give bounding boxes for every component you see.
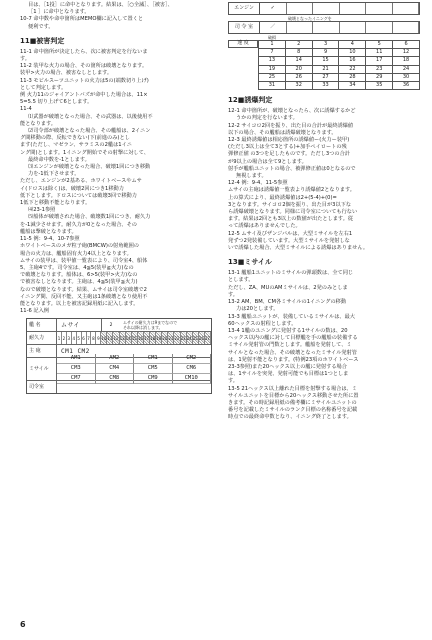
speed-cell: 17	[366, 57, 393, 65]
text-line: きます。その時記録用紙の備考欄にミサイルユニットの	[228, 399, 357, 406]
durability-cell: 8	[91, 332, 96, 344]
section-11-body	[20, 49, 216, 316]
text-line: ます。結果は2回とも3以上の数値が出たとします。従	[228, 216, 354, 223]
durability-row	[27, 331, 211, 344]
text-line: 能となります。	[20, 120, 56, 127]
missile-cell: CM10	[173, 374, 212, 384]
text-line: イ(ドロスは除く)は、破壊2回につき1移動力	[20, 185, 124, 192]
gun-value: CM1 CM2	[61, 347, 90, 355]
durability-cell: 16	[138, 332, 144, 344]
section-13-title: 13■ミサイル	[228, 258, 272, 267]
text-line: って誘爆はありませんでした。	[228, 223, 301, 230]
speed-cell: 12	[393, 49, 420, 57]
speed-cell: 31	[259, 82, 286, 90]
speed-cell: 13	[259, 57, 286, 65]
text-line: 便利です。	[28, 23, 54, 30]
text-line: なので破壊となります。結果、ムサイは司令室破壊で2	[20, 286, 147, 293]
text-line: ホワイトベースのメガ粒子砲(BMCW)の射角範囲の	[20, 243, 139, 250]
text-line: 13-3 艦船ユニットが、装備しているミサイルは、最大	[228, 313, 355, 320]
text-line: ムサイの主砲は誘爆値一覧表より誘爆値2となります。	[228, 187, 355, 194]
text-line: 例 火力11のジャイアントバズが命中した場合は、11×	[20, 92, 148, 99]
speed-cell: 20	[285, 65, 312, 73]
speed-cell: 32	[285, 82, 312, 90]
section-11-title: 11■被害判定	[20, 36, 65, 45]
text-line: (ただし3以上は全て3とする)+加手ペイロートの残	[228, 144, 347, 151]
text-line: 能となります。以上を被害記録用紙に記入します。	[20, 300, 139, 307]
text-line: 時点での最終命中数となり、イニング終了とします。	[228, 414, 352, 421]
text-line: 低下とします。ドロスについては破壊3回で移動力	[20, 192, 137, 199]
text-line: 13-1 艦船1ユニットのミサイルの弾頭数は、全て同じ	[228, 270, 354, 277]
text-line: 力は20とします。	[236, 306, 279, 313]
speed-cell: 14	[285, 57, 312, 65]
command-mark: ／	[260, 22, 287, 33]
text-line: ⑴武器が破壊となった場合、その武器は、以後使用不	[28, 113, 153, 120]
speed-cell: 28	[339, 73, 366, 81]
missile-cell: CM3	[57, 364, 96, 374]
durability-cell: 23	[181, 332, 187, 344]
command-row	[228, 21, 420, 34]
name-label: 艦 名	[27, 319, 57, 331]
durability-cell: 24	[187, 332, 193, 344]
missile-grid	[57, 354, 211, 384]
speed-cell: 3	[312, 41, 339, 49]
speed-cell: 19	[259, 65, 286, 73]
durability-cell: 6	[82, 332, 87, 344]
durability-cell: 1	[57, 332, 62, 344]
page-number: 6	[20, 620, 26, 629]
speed-block	[228, 40, 420, 90]
form-note-2: それ以降は消します。	[123, 325, 163, 331]
durability-cell: 15	[132, 332, 138, 344]
text-line: ヘックス以内の艦に対して目標艦を手の艦船の装備する	[228, 335, 358, 342]
form-note-1: ムサイの耐久力は9までなので	[123, 320, 178, 326]
gun-label: 主 砲	[27, 345, 57, 357]
text-line: 11-1 命中箇所が決定したら、次に被害判定を行ないま	[20, 48, 148, 55]
text-line: ミサイル発射管の門数とします。艦船を発射して、ミ	[228, 342, 352, 349]
text-line: 弾修正値 の3つを足したものです。ただし3つの合計	[228, 151, 350, 158]
speed-cell: 1	[259, 41, 286, 49]
durability-grid	[57, 332, 211, 344]
engine-record	[228, 2, 420, 90]
text-line: 12-1 命中箇所が、破壊となったら、次に誘爆するかど	[228, 108, 356, 115]
text-line: 最終命中数を-1とします。	[28, 156, 90, 163]
text-line: サイルとなった場合、その破壊となったミサイル発射管	[228, 349, 357, 356]
durability-cell: 12	[113, 332, 119, 344]
text-line: 11-4	[20, 106, 32, 113]
speed-label: 速 度	[228, 40, 258, 48]
text-line: 3となります。サイコロ2個を振り、出た目が3以下な	[228, 201, 352, 208]
text-line: 13-2 AM、BM、CM各ミサイルの1イニングの移動	[228, 299, 347, 306]
missile-cell: CM2	[173, 354, 212, 364]
text-line: 13-4 1艦のユニングに発射する1サイルの数は、20	[228, 327, 348, 334]
text-line: 無視します。	[236, 173, 267, 180]
text-line: 12-4 例：9-4、11-5参照	[228, 180, 288, 187]
speed-cell: 25	[259, 73, 286, 81]
text-line: 目は、［1投］に命中となります。結果は、［○全滅］、［被害］、	[28, 2, 173, 8]
text-line: 以下の場合、その艦船は誘爆破壊となります。	[228, 129, 337, 136]
speed-cell: 27	[312, 73, 339, 81]
ship-name-value: ムサイ	[61, 321, 80, 329]
speed-cell: 30	[393, 73, 420, 81]
speed-table-row	[259, 57, 420, 65]
missile-cell: CM1	[134, 354, 173, 364]
command-label: 司 令 室	[229, 22, 260, 33]
durability-cell: 2	[62, 332, 67, 344]
intro-lines	[20, 2, 216, 31]
engine-cells	[260, 3, 419, 14]
speed-cell: 23	[366, 65, 393, 73]
text-line: 60ヘックスの射程とします。	[228, 320, 297, 327]
speed-cell: 26	[285, 73, 312, 81]
text-line: 発ずつ2発装備しています。大型ミサイルを発射しな	[228, 237, 350, 244]
text-line: 場合の火力は、艦船固有火力4以上となります。	[20, 250, 132, 257]
text-line: で被害なしとなります。主砲は、4≦5(装甲≦火力)	[20, 279, 138, 286]
text-line: 11-6 記入例	[20, 308, 49, 315]
text-line: ただし、エンジンが2基ある、ホワイトベースやムサ	[20, 178, 142, 185]
left-column	[20, 2, 216, 394]
durability-cell: 19	[156, 332, 162, 344]
durability-cell: 5	[77, 332, 82, 344]
speed-table-row	[259, 82, 420, 90]
speed-cell: 21	[312, 65, 339, 73]
durability-cell: 11	[107, 332, 113, 344]
right-column	[228, 2, 420, 422]
text-line: 11-5 例：9-4、10-7参照	[20, 236, 80, 243]
engine-label: エンジン	[229, 3, 260, 14]
section-13-heading	[228, 258, 420, 267]
durability-cell: 14	[126, 332, 132, 344]
speed-cell: 29	[366, 73, 393, 81]
text-line: ら誘爆破壊となります。同様に司令室についても行ない	[228, 209, 358, 216]
form-note	[120, 320, 177, 330]
durability-cell: 25	[193, 332, 199, 344]
speed-cell: 11	[366, 49, 393, 57]
section-12-body	[228, 108, 420, 252]
text-line: 12-2 サイコロ2回を振り、出た目の合計が最終誘爆値	[228, 122, 354, 129]
text-line: ⑶エンジンが破壊となった場合、破壊1回につき移動	[28, 164, 151, 171]
text-line: ムサイの装甲は、装甲値一覧表により、司令室4、船体	[20, 257, 148, 264]
missile-cell: AM1	[57, 354, 96, 364]
damage-record-sheet	[26, 318, 212, 394]
text-line: 13-5 21ヘックス以上離れた目標を射撃する場合は、ミ	[228, 385, 357, 392]
text-line: とします。	[228, 277, 254, 284]
section-12-title: 12■誘爆判定	[228, 96, 273, 105]
missile-cell: CM7	[57, 374, 96, 384]
durability-cell: 7	[87, 332, 92, 344]
speed-cell: 9	[312, 49, 339, 57]
durability-label: 耐久力	[27, 332, 57, 344]
text-line: ⑸船体が破壊された場合、破壊数1回につき、耐久力	[28, 214, 151, 221]
durability-cell: 9	[96, 332, 101, 344]
speed-table	[258, 40, 420, 90]
text-line: す。	[20, 56, 30, 63]
missile-label: ミサイル	[27, 358, 57, 380]
missile-cell: CM5	[134, 364, 173, 374]
text-line: す。	[228, 291, 238, 298]
durability-cell: 21	[168, 332, 174, 344]
text-line: うかの判定を行ないます。	[236, 115, 298, 122]
durability-cell: 26	[199, 332, 205, 344]
speed-table-row	[259, 41, 420, 49]
durability-cell: 3	[67, 332, 72, 344]
command-cells	[260, 22, 419, 33]
missile-cell: AM2	[96, 354, 135, 364]
speed-cell: 10	[339, 49, 366, 57]
speed-cell: 35	[366, 82, 393, 90]
damage-note: 破損	[268, 35, 276, 40]
ship-number-value: 2	[101, 319, 120, 331]
speed-cell: 4	[339, 41, 366, 49]
missile-cell: CM4	[96, 364, 135, 374]
section-12-heading	[228, 96, 420, 105]
speed-cell: 24	[393, 65, 420, 73]
text-line: で破壊となります。船体は、6>5(装甲>火力)なの	[20, 272, 138, 279]
text-line: 10-7 命中数や命中箇所はMEMO欄に記入して置くと	[20, 16, 144, 23]
speed-cell: 34	[339, 82, 366, 90]
command-room-label: 司令室	[27, 381, 57, 393]
durability-cell: 13	[120, 332, 126, 344]
engine-note: 破壊となったイニングを	[288, 16, 332, 21]
section-11-heading	[20, 37, 216, 46]
durability-cell: 22	[174, 332, 180, 344]
text-line: 力を-1低下させます。	[28, 171, 80, 178]
text-line: 番号を記載したミサイルのランク目標の名称番号を記載	[228, 407, 358, 414]
speed-cell: 18	[393, 57, 420, 65]
text-line: ［1 ］に命中となります。	[28, 9, 90, 16]
speed-cell: 22	[339, 65, 366, 73]
text-line: 5、主砲4です。司令室は、4≦5(装甲≧火力)なの	[20, 264, 134, 271]
durability-cell: 27	[205, 332, 211, 344]
text-line: ング間)とします。1イニング開始でその射撃に対して、	[20, 149, 149, 156]
speed-cell: 8	[285, 49, 312, 57]
durability-cell: 20	[162, 332, 168, 344]
text-line: ⑵司令部が破壊となった場合、その艦船は、2イニン	[28, 128, 151, 135]
text-line: 23-3参照)また20ヘックス以上の艦に発射する場合	[228, 363, 347, 370]
text-line: は、1発射不能となります。(特例23項のホワイトベース	[228, 356, 359, 363]
section-13-body	[228, 270, 420, 421]
text-line: 艦船は撃破となります。	[20, 228, 77, 235]
speed-cell: 7	[259, 49, 286, 57]
text-line: サイルユニットを目標から20ヘックス移動させた所に置	[228, 392, 359, 399]
missile-cell: CM9	[134, 374, 173, 384]
text-line: 射手が艦船ユニットの場合、被弾修正値は0となるので	[228, 165, 356, 172]
text-line: が9以上の場合は全て9とします。	[228, 158, 307, 165]
missile-cell: CM6	[173, 364, 212, 374]
speed-table-row	[259, 73, 420, 81]
speed-table-row	[259, 49, 420, 57]
text-line: 11-3 モビルスーツユニットの火力は5の(端数切り上げ)	[20, 77, 149, 84]
text-line: 12-5 ムサイ及びザンジバルは、大型ミサイルを左右1	[228, 230, 353, 237]
text-line: イニング間、反回不能、又主砲は1条破壊となり使用不	[20, 293, 148, 300]
text-line: す。	[228, 378, 238, 385]
text-line: ⑷23-1参照	[28, 207, 56, 214]
speed-cell: 5	[366, 41, 393, 49]
text-line: いで誘爆した場合、大型ミサイルによる誘爆はありません。	[228, 245, 369, 252]
text-line: 装甲>火力の場合、被害なしとします。	[20, 70, 113, 77]
missile-cell: CM8	[96, 374, 135, 384]
text-line: ただし、ZA、MUのAMミサイルは、2発のみとしま	[228, 284, 348, 291]
durability-cell: 4	[72, 332, 77, 344]
engine-row	[228, 2, 420, 15]
text-line: 上の算式により、最終誘爆値は2+(5-4)+(0)=	[228, 194, 337, 201]
text-line: グ間移動の際、反転できない(下(前進のみ)とし	[20, 135, 130, 142]
speed-cell: 2	[285, 41, 312, 49]
text-line: は、1サイルを突発、発射可能でも目標は1つとしま	[228, 371, 349, 378]
name-row	[27, 319, 211, 331]
durability-cell: 10	[101, 332, 107, 344]
text-line: 1低下と移動不能となります。	[20, 200, 91, 207]
durability-cell: 18	[150, 332, 156, 344]
text-line: 11-2 装甲な火力の場合、その箇所は破壊となります。	[20, 63, 148, 70]
text-line: 5=5.5 切り上げて6とします。	[20, 99, 93, 106]
text-line: を-1減少させます。耐久力が0となった場合、その	[20, 221, 137, 228]
text-line: 12-3 最終誘爆値は相応箇所の誘爆値ー(火力ー装甲)	[228, 137, 350, 144]
text-line: ます(ただし、マゼラン、サラミスの2艦は1イニ	[20, 142, 132, 149]
missile-row	[27, 357, 211, 380]
text-line: として判定します。	[20, 84, 67, 91]
engine-mark: ✓	[260, 3, 287, 14]
speed-cell: 36	[393, 82, 420, 90]
speed-cell: 15	[312, 57, 339, 65]
durability-cell: 17	[144, 332, 150, 344]
speed-cell: 33	[312, 82, 339, 90]
speed-cell: 6	[393, 41, 420, 49]
speed-cell: 16	[339, 57, 366, 65]
speed-table-row	[259, 65, 420, 73]
